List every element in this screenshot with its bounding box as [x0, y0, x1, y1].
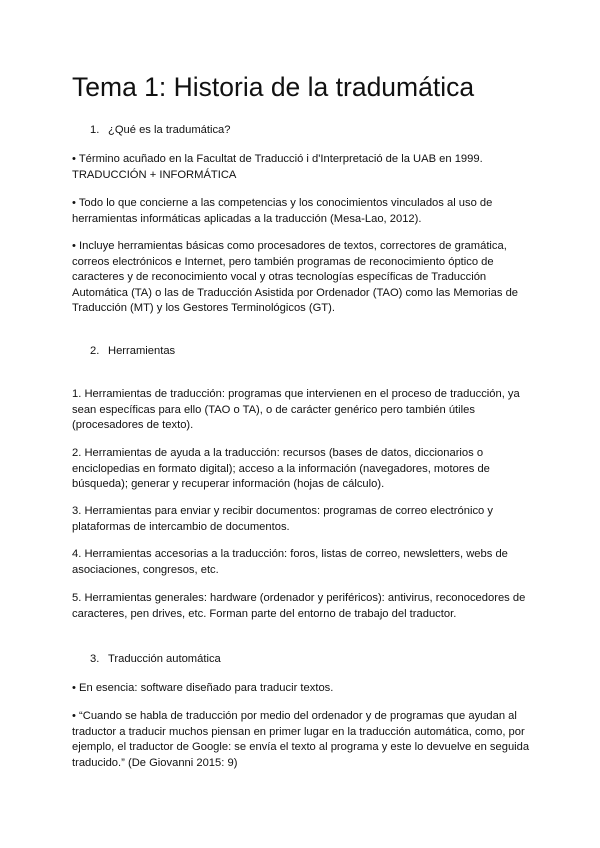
paragraph: • Término acuñado en la Facultat de Traducció i d'Interpretació de la UAB en 1999. TRADUCCIÓN + INFORMÁTICA	[72, 153, 483, 181]
paragraph: 1. Herramientas de traducción: programas que intervienen en el proceso de traducción, ya sean específicas para ello (TAO o TA), o de carácter genérico pero también útiles (procesadores de texto).	[72, 388, 520, 431]
section-number: 2.	[90, 345, 100, 357]
section-heading-text: Herramientas	[108, 345, 176, 357]
section-heading-text: Traducción automática	[108, 653, 221, 665]
paragraph: • “Cuando se habla de traducción por medio del ordenador y de programas que ayudan al traductor a traducir muchos piensan en primer lugar en la traducción automática, como, por ejemplo, el traductor de Google: se envía el texto al programa y este lo devuelve en seguida traducido.” (De Giovanni 2015: 9)	[72, 710, 530, 769]
section-number: 1.	[90, 124, 100, 136]
paragraph: • Todo lo que concierne a las competencias y los conocimientos vinculados al uso de herramientas informáticas aplicadas a la traducción (Mesa-Lao, 2012).	[72, 197, 493, 225]
paragraph: 2. Herramientas de ayuda a la traducción: recursos (bases de datos, diccionarios o enciclopedias en formato digital); acceso a la información (navegadores, motores de búsqueda); generar y recuperar información (hojas de cálculo).	[72, 447, 490, 490]
paragraph: 3. Herramientas para enviar y recibir documentos: programas de correo electrónico y plataformas de intercambio de documentos.	[72, 505, 493, 533]
section-number: 3.	[90, 653, 100, 665]
paragraph: 5. Herramientas generales: hardware (ordenador y periféricos): antivirus, reconocedores de caracteres, pen drives, etc. Forman parte del entorno de trabajo del traductor.	[72, 592, 526, 620]
section-heading-text: ¿Qué es la tradumática?	[108, 124, 231, 136]
paragraph: • Incluye herramientas básicas como procesadores de textos, correctores de gramática, correos electrónicos e Internet, pero también programas de reconocimiento óptico de caracteres y de reconocimiento vocal y otras tecnologías específicas de Traducción Automática (TA) o las de Traducción Asistida por Ordenador (TAO) como las Memorias de Traducción (MT) y los Gestores Terminológicos (GT).	[72, 240, 519, 314]
paragraph: • En esencia: software diseñado para traducir textos.	[72, 682, 334, 694]
paragraph: 4. Herramientas accesorias a la traducción: foros, listas de correo, newsletters, webs de asociaciones, congresos, etc.	[72, 548, 508, 576]
document-title: Tema 1: Historia de la tradumática	[72, 72, 475, 102]
